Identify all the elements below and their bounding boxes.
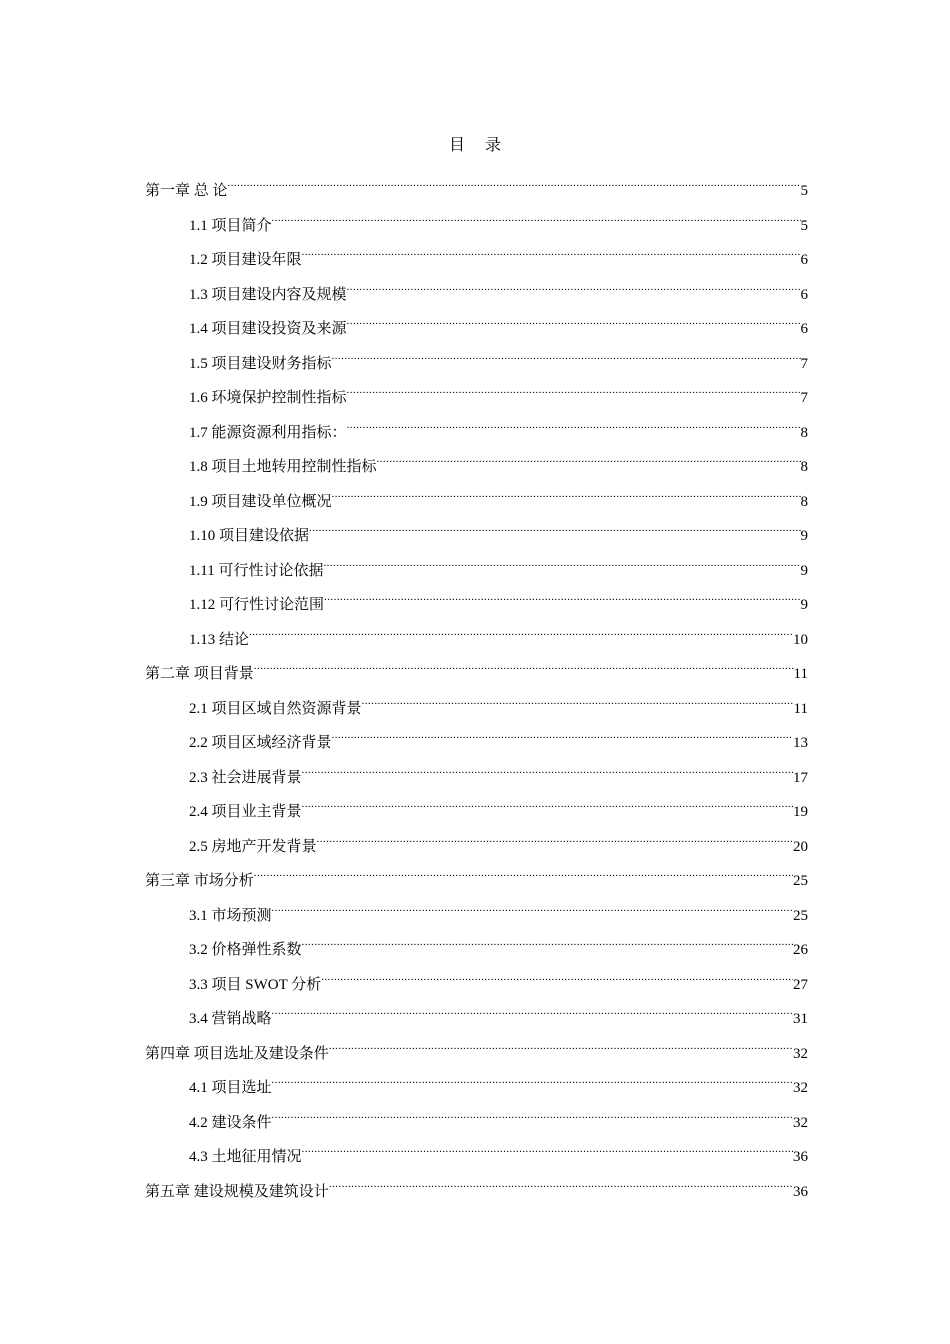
toc-dot-leader [228,167,801,195]
toc-dot-leader [302,788,793,816]
toc-dot-leader [332,478,801,506]
toc-page-number: 17 [793,769,808,786]
toc-entry-label: 第四章 项目选址及建设条件 [145,1045,329,1062]
toc-entry-label: 第一章 总 论 [145,183,228,199]
toc-entry-label: 3.4 营销战略 [189,1011,272,1027]
toc-page-number: 8 [800,459,808,475]
toc-entry-label: 1.4 项目建设投资及来源 [189,321,347,337]
toc-dot-leader [332,719,793,747]
toc-entry-label: 4.3 土地征用情况 [189,1149,302,1165]
toc-page-number: 13 [793,735,808,751]
toc-page-number: 36 [793,1149,808,1165]
toc-dot-leader [302,754,793,782]
toc-page-number: 8 [800,424,808,441]
toc-dot-leader [323,547,800,575]
toc-entry-label: 1.6 环境保护控制性指标 [189,390,347,406]
toc-section-entry[interactable] [145,1064,808,1099]
toc-entry-label: 第五章 建设规模及建筑设计 [145,1183,329,1200]
toc-entry-label: 第三章 市场分析 [145,873,254,889]
toc-page-number: 11 [793,666,808,682]
toc-page-number: 9 [800,528,808,544]
toc-page-number: 36 [793,1183,808,1200]
toc-section-entry[interactable] [145,995,808,1030]
toc-chapter-entry[interactable] [145,1030,808,1065]
toc-section-entry[interactable] [145,547,808,582]
toc-page-number: 25 [793,907,808,924]
toc-dot-leader [272,1099,793,1127]
toc-dot-leader [302,926,793,954]
toc-dot-leader [332,340,801,368]
toc-dot-leader [362,685,794,713]
toc-page-number: 26 [793,942,808,958]
toc-page-number: 10 [793,631,808,648]
toc-entry-label: 第二章 项目背景 [145,666,254,682]
toc-section-entry[interactable] [145,271,808,306]
toc-dot-leader [347,271,801,299]
toc-entry-label: 1.10 项目建设依据 [189,528,310,544]
toc-section-entry[interactable] [145,685,808,720]
toc-section-entry[interactable] [145,443,808,478]
toc-entry-label: 1.8 项目土地转用控制性指标 [189,459,377,475]
toc-entry-label: 1.11 可行性讨论依据 [189,562,324,579]
toc-page-number: 6 [800,286,808,303]
toc-page-number: 31 [793,1011,808,1027]
toc-page-number: 32 [793,1080,808,1096]
toc-section-entry[interactable] [145,305,808,340]
toc-page-number: 8 [800,493,808,510]
toc-section-entry[interactable] [145,374,808,409]
toc-section-entry[interactable] [145,616,808,651]
toc-page-number: 19 [793,804,808,820]
toc-dot-leader [347,305,801,333]
toc-page-number: 6 [800,321,808,337]
toc-chapter-entry[interactable] [145,1168,808,1203]
toc-entry-label: 2.2 项目区域经济背景 [189,735,332,751]
toc-dot-leader [377,443,801,471]
toc-section-entry[interactable] [145,1133,808,1168]
toc-page-number: 20 [793,838,808,855]
toc-entry-label: 1.12 可行性讨论范围 [189,597,325,613]
toc-section-entry[interactable] [145,823,808,858]
toc-page-number: 7 [800,355,808,372]
toc-dot-leader [347,409,801,437]
toc-dot-leader [309,512,800,540]
toc-section-entry[interactable] [145,788,808,823]
toc-dot-leader [302,236,801,264]
toc-dot-leader [249,616,793,644]
toc-page-number: 5 [800,217,808,234]
toc-dot-leader [317,823,793,851]
toc-dot-leader [347,374,801,402]
toc-page-number: 11 [793,700,808,717]
toc-entry-label: 4.1 项目选址 [189,1080,272,1096]
toc-entry-label: 1.3 项目建设内容及规模 [189,286,347,303]
toc-entry-label: 1.7 能源资源利用指标： [189,424,347,441]
toc-section-entry[interactable] [145,409,808,444]
toc-entry-label: 1.1 项目简介 [189,217,272,234]
toc-title: 目 录 [448,137,509,154]
toc-section-entry[interactable] [145,202,808,237]
toc-dot-leader [329,1030,793,1058]
toc-page-number: 25 [793,873,808,889]
toc-dot-leader [302,1133,793,1161]
toc-entry-label: 1.5 项目建设财务指标 [189,355,332,372]
toc-section-entry[interactable] [145,512,808,547]
toc-dot-leader [254,857,793,885]
toc-page-number: 5 [800,183,808,199]
toc-section-entry[interactable] [145,340,808,375]
toc-dot-leader [272,1064,793,1092]
toc-page-number: 32 [793,1114,808,1131]
toc-dot-leader [321,961,793,989]
toc-chapter-entry[interactable] [145,857,808,892]
toc-entry-label: 4.2 建设条件 [189,1114,272,1131]
toc-entry-label: 1.13 结论 [189,631,250,648]
toc-page-number: 9 [800,597,808,613]
toc-chapter-entry[interactable] [145,650,808,685]
toc-entry-label: 2.3 社会进展背景 [189,769,302,786]
toc-page-number: 9 [800,562,808,579]
toc-section-entry[interactable] [145,754,808,789]
toc-entry-label: 2.4 项目业主背景 [189,804,302,820]
toc-page-number: 6 [800,252,808,268]
toc-entry-label: 2.5 房地产开发背景 [189,838,317,855]
toc-entry-label: 1.2 项目建设年限 [189,252,302,268]
toc-page-number: 27 [793,976,808,993]
toc-dot-leader [254,650,794,678]
toc-entry-label: 3.1 市场预测 [189,907,272,924]
toc-section-entry[interactable] [145,581,808,616]
toc-page-number: 32 [793,1045,808,1062]
toc-chapter-entry[interactable] [145,167,808,202]
toc-entry-label: 3.3 项目 SWOT 分析 [189,976,322,993]
table-of-contents [145,167,808,1202]
toc-entry-label: 3.2 价格弹性系数 [189,942,302,958]
toc-section-entry[interactable] [145,961,808,996]
toc-section-entry[interactable] [145,236,808,271]
toc-section-entry[interactable] [145,926,808,961]
toc-dot-leader [272,892,793,920]
toc-section-entry[interactable] [145,719,808,754]
toc-dot-leader [272,995,793,1023]
toc-dot-leader [272,202,801,230]
toc-dot-leader [324,581,800,609]
toc-section-entry[interactable] [145,1099,808,1134]
toc-entry-label: 1.9 项目建设单位概况 [189,493,332,510]
toc-page-number: 7 [800,390,808,406]
toc-dot-leader [329,1168,793,1196]
toc-section-entry[interactable] [145,892,808,927]
toc-entry-label: 2.1 项目区域自然资源背景 [189,700,362,717]
toc-section-entry[interactable] [145,478,808,513]
